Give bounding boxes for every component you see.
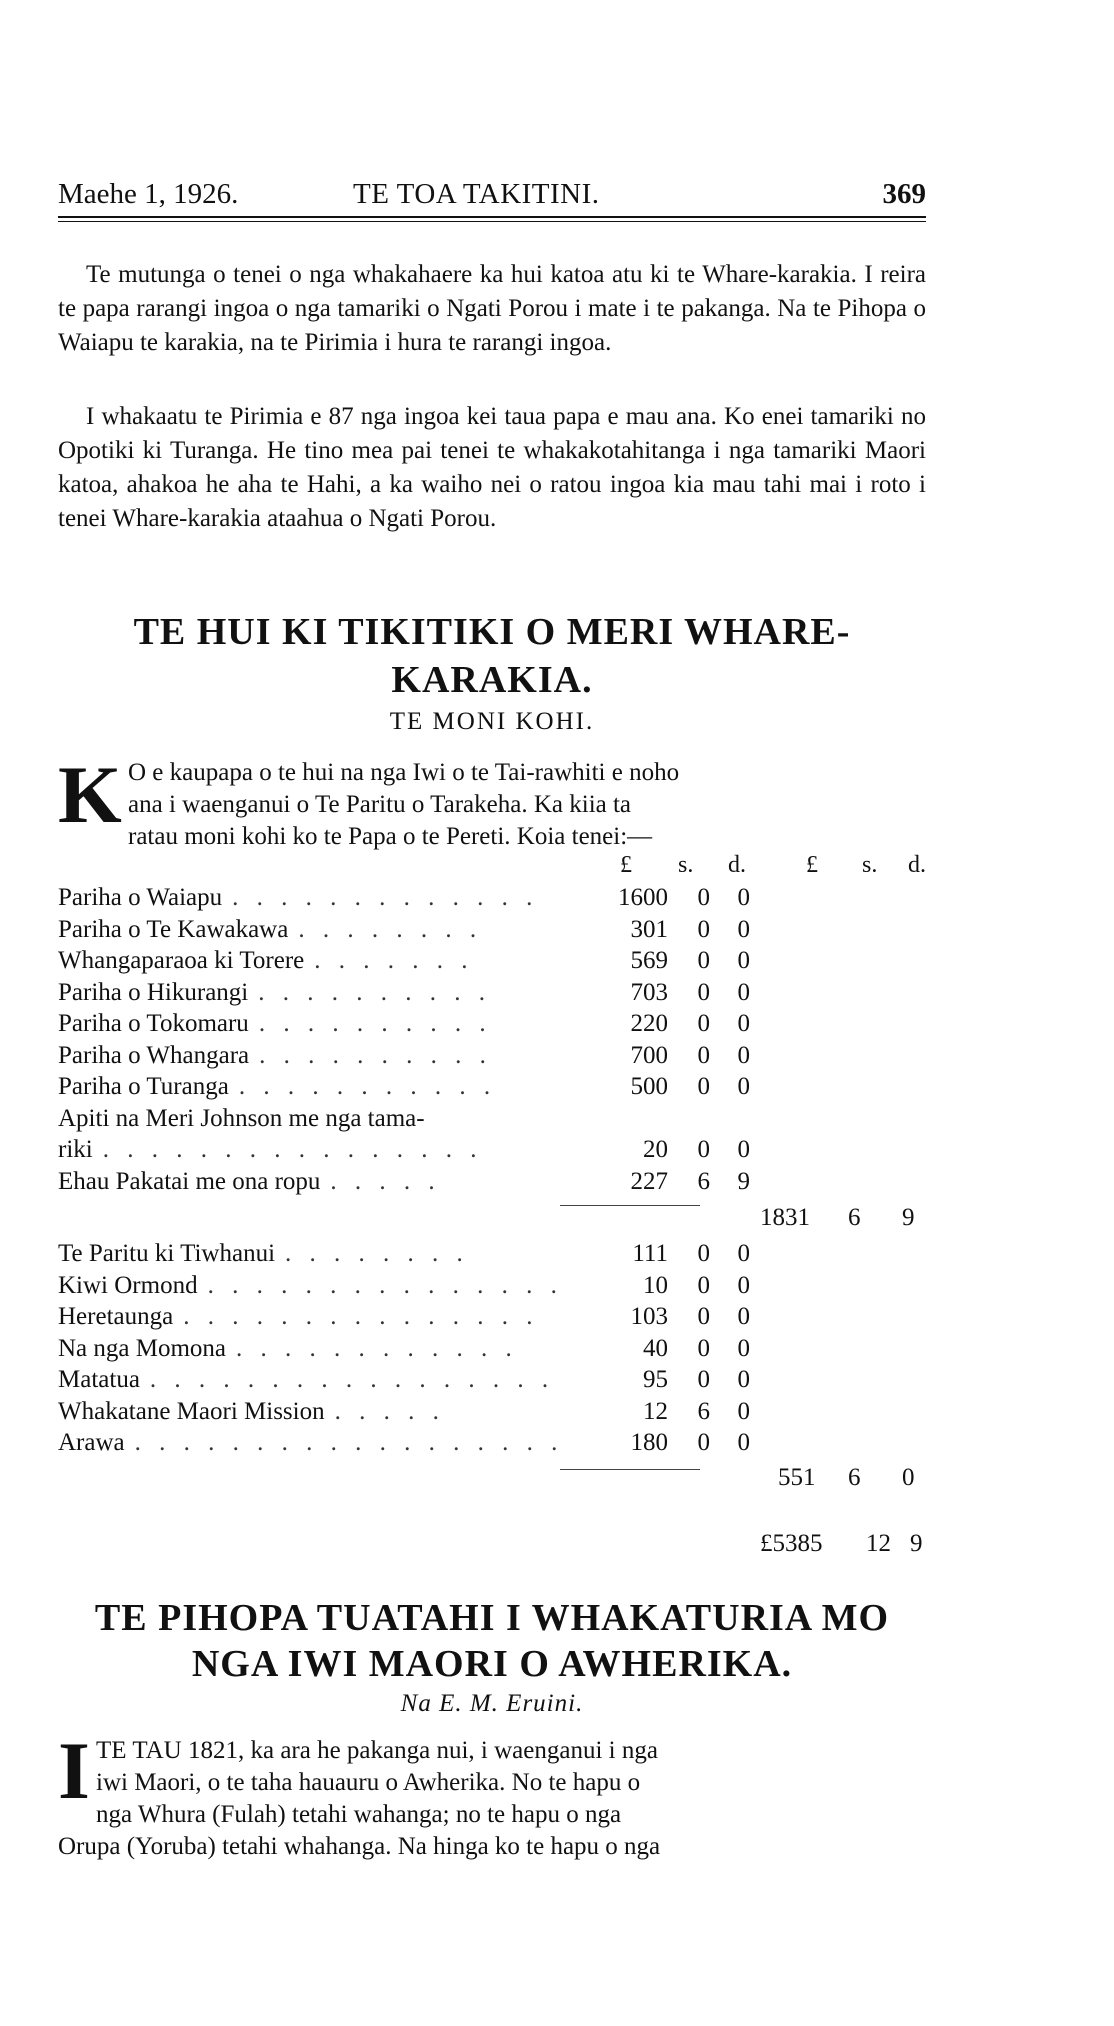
section-title-line-1: TE HUI KI TIKITIKI O MERI WHARE- (133, 611, 851, 653)
row-label: Pariha o Whangara (58, 1041, 250, 1069)
grand-total (760, 1530, 940, 1562)
section-subtitle: TE MONI KOHI. (389, 708, 595, 735)
row-shillings: 0 (697, 1366, 710, 1393)
journal-title: TE TOA TAKITINI. (353, 178, 600, 210)
section-title-line-2: KARAKIA. (391, 659, 593, 701)
subtotal-pence: 0 (902, 1464, 915, 1491)
row-shillings: 0 (697, 1010, 710, 1037)
row-leader: . . . . . . . . . . . (238, 1073, 497, 1100)
body-line: nga Whura (Fulah) tetahi wahanga; no te hapu o nga (96, 1801, 622, 1828)
row-leader: . . . . . . . . . . (258, 1010, 492, 1037)
row-pence: 0 (737, 1271, 750, 1299)
row-pence: 0 (737, 947, 750, 974)
table-row (58, 1071, 958, 1103)
row-leader: . . . . . . . . . . . . . . . . . (149, 1366, 555, 1393)
subtotal-pence: 9 (902, 1204, 915, 1231)
row-leader: . . . . . (330, 1167, 441, 1195)
row-pence: 0 (737, 915, 750, 943)
issue-date: Maehe 1, 1926. (58, 178, 239, 210)
byline: Na E. M. Eruini. (400, 1690, 584, 1717)
intro-paragraph-2: I whakaatu te Pirimia e 87 nga ingoa kei taua papa e mau ana. Ko enei tamariki no Opotiki ki Turanga. He tino mea pai tenei te whakakotahitanga i nga tamariki Maori katoa, ahakoa he aha te Hahi, a ka waiho nei o ratou ingoa kia mau tahi mai i roto i tenei Whare-karakia ataahua o Ngati Porou. (58, 403, 926, 532)
row-pounds: 227 (630, 1167, 668, 1195)
pounds-header: £ (620, 852, 632, 878)
subtotal-shillings: 6 (848, 1204, 861, 1231)
row-label: Pariha o Turanga (58, 1073, 229, 1100)
table-row (58, 945, 958, 977)
table-row (58, 977, 958, 1009)
row-label: Apiti na Meri Johnson me nga tama- (58, 1104, 425, 1132)
row-leader: . . . . . . . . (298, 915, 483, 943)
row-pounds: 500 (630, 1073, 668, 1100)
row-shillings: 0 (697, 1073, 710, 1100)
row-pence: 0 (737, 1240, 750, 1267)
table-row (58, 1396, 958, 1428)
row-pounds: 220 (630, 1010, 668, 1037)
subtotal-pounds: 1831 (760, 1204, 810, 1231)
table-row (58, 1427, 958, 1459)
body-line: ratau moni kohi ko te Papa o te Pereti. Koia tenei:— (128, 823, 653, 850)
currency-column-headers (620, 852, 940, 882)
row-pence: 0 (737, 1366, 750, 1393)
row-leader: . . . . . . . . . . . . (236, 1334, 518, 1362)
row-pounds: 700 (630, 1041, 668, 1069)
row-label: Matatua (58, 1366, 140, 1393)
table-row (58, 1364, 958, 1396)
grand-total-pence: 9 (910, 1530, 923, 1557)
drop-cap: I (58, 1725, 90, 1816)
pence-header: d. (908, 852, 926, 878)
row-pounds: 20 (643, 1136, 668, 1163)
row-shillings: 0 (697, 884, 710, 911)
row-leader: . . . . . . . . . . . . . . . (207, 1271, 563, 1299)
table-row (58, 1270, 958, 1302)
row-pounds: 12 (643, 1397, 668, 1425)
table-row (58, 1103, 958, 1135)
section-title-line-2: NGA IWI MAORI O AWHERIKA. (191, 1643, 793, 1685)
table-row (58, 1134, 958, 1166)
row-leader: . . . . . . . . (285, 1240, 469, 1267)
body-line: ana i waenganui o Te Paritu o Tarakeha. Ka kiia ta (128, 791, 632, 818)
row-label: riki (58, 1136, 93, 1163)
row-shillings: 0 (697, 947, 710, 974)
row-label: Pariha o Waiapu (58, 884, 223, 911)
row-pounds: 111 (632, 1240, 668, 1267)
body-line: TE TAU 1821, ka ara he pakanga nui, i waenganui i nga (96, 1737, 658, 1764)
table-row (58, 1166, 958, 1198)
row-shillings: 0 (697, 1334, 710, 1362)
subtotal-shillings: 6 (848, 1464, 861, 1491)
row-shillings: 0 (697, 1271, 710, 1299)
shillings-header: s. (862, 852, 878, 878)
row-label: Pariha o Tokomaru (58, 1010, 249, 1037)
sum-rule (560, 1469, 700, 1470)
row-leader: . . . . . . . . . . . . . . . (183, 1303, 539, 1330)
row-pounds: 103 (630, 1303, 668, 1330)
header-rule (58, 216, 926, 218)
subtotal-1 (760, 1204, 930, 1236)
row-shillings: 6 (697, 1167, 710, 1195)
row-leader: . . . . . (334, 1397, 445, 1425)
row-pounds: 703 (630, 978, 668, 1006)
pounds-header: £ (806, 852, 818, 878)
row-label: Whangaparaoa ki Torere (58, 947, 305, 974)
row-shillings: 0 (697, 1240, 710, 1267)
row-pounds: 40 (643, 1334, 668, 1362)
row-label: Pariha o Te Kawakawa (58, 915, 289, 943)
intro-paragraph-1: Te mutunga o tenei o nga whakahaere ka hui katoa atu ki te Whare-karakia. I reira te papa rarangi ingoa o nga tamariki o Ngati Porou i mate i te pakanga. Na te Pihopa o Waiapu te karakia, na te Pirimia i hura te rarangi ingoa. (58, 261, 926, 356)
table-row (58, 1333, 958, 1365)
row-pence: 0 (737, 1429, 750, 1456)
row-leader: . . . . . . . . . . . . . . . . . . (134, 1429, 564, 1456)
row-pounds: 180 (630, 1429, 668, 1456)
row-label: Whakatane Maori Mission (58, 1397, 325, 1425)
row-pence: 0 (737, 1334, 750, 1362)
subtotal-pounds: 551 (778, 1464, 816, 1491)
row-pence: 0 (737, 1136, 750, 1163)
row-leader: . . . . . . . (314, 947, 474, 974)
shillings-header: s. (678, 852, 694, 878)
row-shillings: 0 (697, 1041, 710, 1069)
row-pence: 0 (737, 1397, 750, 1425)
grand-total-shillings: 12 (866, 1530, 891, 1557)
row-pounds: 569 (630, 947, 668, 974)
sum-rule (560, 1205, 700, 1206)
row-label: Arawa (58, 1429, 125, 1456)
row-leader: . . . . . . . . . . (258, 978, 491, 1006)
table-row (58, 914, 958, 946)
subtotal-2 (778, 1464, 938, 1496)
row-pounds: 301 (630, 915, 668, 943)
row-leader: . . . . . . . . . . . . . (232, 884, 539, 911)
row-pence: 0 (737, 1303, 750, 1330)
row-label: Ehau Pakatai me ona ropu (58, 1167, 321, 1195)
body-line: O e kaupapa o te hui na nga Iwi o te Tai-rawhiti e noho (128, 759, 680, 786)
body-line: iwi Maori, o te taha hauauru o Awherika. No te hapu o (96, 1769, 641, 1796)
row-shillings: 0 (697, 1136, 710, 1163)
row-leader: . . . . . . . . . . (259, 1041, 492, 1069)
row-label: Na nga Momona (58, 1334, 227, 1362)
row-pounds: 10 (643, 1271, 668, 1299)
row-shillings: 0 (697, 1303, 710, 1330)
row-label: Pariha o Hikurangi (58, 978, 249, 1006)
row-shillings: 0 (697, 978, 710, 1006)
row-pence: 0 (737, 978, 750, 1006)
row-pence: 0 (737, 1010, 750, 1037)
row-pounds: 95 (643, 1366, 668, 1393)
grand-total-pounds: £5385 (760, 1530, 823, 1557)
row-pence: 9 (737, 1167, 750, 1195)
row-pence: 0 (737, 884, 750, 911)
header-rule-thin (58, 221, 926, 222)
row-pence: 0 (737, 1073, 750, 1100)
row-shillings: 6 (697, 1397, 710, 1425)
running-header (58, 178, 926, 214)
page-number: 369 (882, 178, 926, 210)
row-shillings: 0 (697, 1429, 710, 1456)
table-row (58, 1238, 958, 1270)
row-leader: . . . . . . . . . . . . . . . . (102, 1136, 483, 1163)
drop-cap: K (58, 749, 122, 840)
table-row (58, 1040, 958, 1072)
row-shillings: 0 (697, 915, 710, 943)
row-label: Kiwi Ormond (58, 1271, 198, 1299)
row-label: Te Paritu ki Tiwhanui (58, 1240, 276, 1267)
row-label: Heretaunga (58, 1303, 174, 1330)
table-row (58, 882, 958, 914)
table-row (58, 1301, 958, 1333)
section-title-line-1: TE PIHOPA TUATAHI I WHAKATURIA MO (94, 1597, 890, 1639)
row-pounds: 1600 (618, 884, 668, 911)
pence-header: d. (728, 852, 746, 878)
row-pence: 0 (737, 1041, 750, 1069)
table-row (58, 1008, 958, 1040)
body-line: Orupa (Yoruba) tetahi whahanga. Na hinga ko te hapu o nga (58, 1833, 661, 1860)
